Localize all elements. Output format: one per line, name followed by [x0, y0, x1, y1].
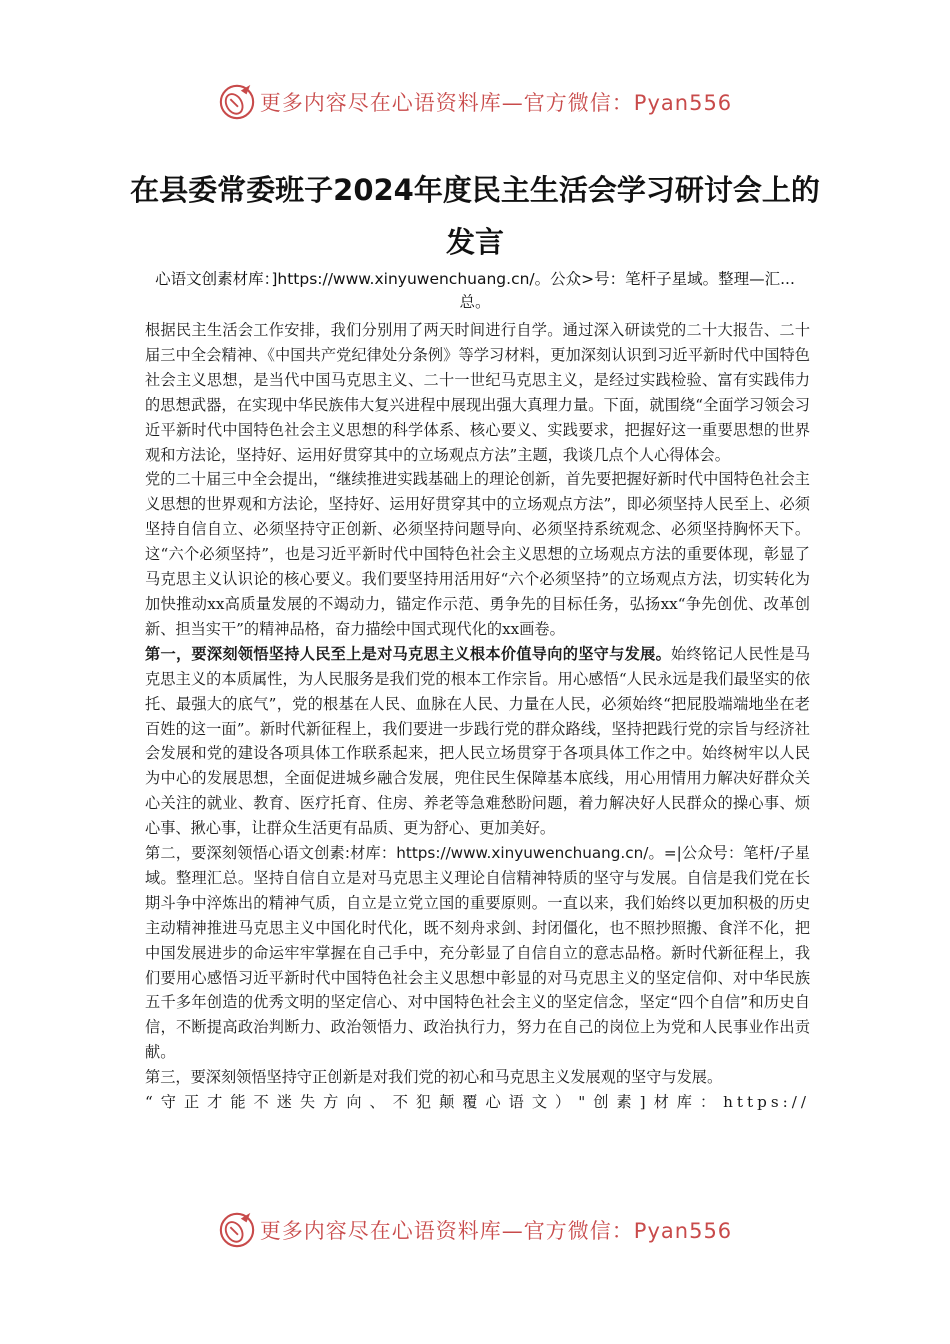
paragraph	[145, 318, 810, 467]
paragraph-text: 党的二十届三中全会提出，“继续推进实践基础上的理论创新，首先要把握好新时代中国特色社会主义思想的世界观和方法论，坚持好、运用好贯穿其中的立场观点方法”，即必须坚持人民至上、必须坚持自信自立、必须坚持守正创新、必须坚持问题导向、必须坚持系统观念、必须坚持胸怀天下。这“六个必须坚持”，也是习近平新时代中国特色社会主义思想的立场观点方法的重要体现，彰显了马克思主义认识论的核心要义。我们要坚持用活用好“六个必须坚持”的立场观点方法，切实转化为加快推动xx高质量发展的不竭动力，锚定作示范、勇争先的目标任务，弘扬xx“争先创优、改革创新、担当实干”的精神品格，奋力描绘中国式现代化的xx画卷。	[145, 470, 810, 638]
footer-banner	[0, 1208, 950, 1252]
paragraph-text: 第三，要深刻领悟坚持守正创新是对我们党的初心和马克思主义发展观的坚守与发展。	[145, 1068, 723, 1087]
paragraph-text: 始终铭记人民性是马克思主义的本质属性，为人民服务是我们党的根本工作宗旨。用心感悟“人民永远是我们最坚实的依托、最强大的底气”，党的根基在人民、血脉在人民、力量在人民，必须始终“把屁股端端地坐在老百姓的这一面”。新时代新征程上，我们要进一步践行党的群众路线，坚持把践行党的宗旨与经济社会发展和党的建设各项具体工作联系起来，把人民立场贯穿于各项具体工作之中。始终树牢以人民为中心的发展思想，全面促进城乡融合发展，兜住民生保障基本底线，用心用情用力解决好群众关心关注的就业、教育、医疗托育、住房、养老等急难愁盼问题，着力解决好人民群众的操心事、烦心事、揪心事，让群众生活更有品质、更为舒心、更加美好。	[145, 644, 811, 838]
paragraph	[145, 841, 810, 1065]
paragraph-lead: 第一，要深刻领悟坚持人民至上是对马克思主义根本价值导向的坚守与发展。	[145, 644, 672, 663]
paragraph-text: 根据民主生活会工作安排，我们分别用了两天时间进行自学。通过深入研读党的二十大报告、二十届三中全会精神、《中国共产党纪律处分条例》等学习材料，更加深刻认识到习近平新时代中国特色社会主义思想，是当代中国马克思主义、二十一世纪马克思主义，是经过实践检验、富有实践伟力的思想武器，在实现中华民族伟大复兴进程中展现出强大真理力量。下面，就围绕“全面学习领会习近平新时代中国特色社会主义思想的科学体系、核心要义、实践要求，把握好这一重要思想的世界观和方法论，坚持好、运用好贯穿其中的立场观点方法”主题，我谈几点个人心得体会。	[145, 321, 810, 464]
banner-text: 更多内容尽在心语资料库—官方微信：Pyan556	[259, 91, 733, 115]
paragraph	[145, 467, 810, 641]
banner-text: 更多内容尽在心语资料库—官方微信：Pyan556	[259, 1219, 733, 1243]
paragraph	[145, 1065, 810, 1090]
page-title: 在县委常委班子2024年度民主生活会学习研讨会上的发言	[130, 173, 820, 260]
source-note: 心语文创素材库：]https://www.xinyuwenchuang.cn/。公众>号：笔杆子星域。整理—汇...总。	[155, 270, 795, 311]
paragraph-text: 第二，要深刻领悟心语文创素:材库：https://www.xinyuwenchuang.cn/。=|公众号：笔杆/子星域。整理汇总。坚持自信自立是对马克思主义理论自信精神特质的坚守与发展。自信是我们党在长期斗争中淬炼出的精神气质，自立是立党立国的重要原则。一直以来，我们始终以更加积极的历史主动精神推进马克思主义中国化时代化，既不刻舟求剑、封闭僵化，也不照抄照搬、食洋不化，把中国发展进步的命运牢牢掌握在自己手中，充分彰显了自信自立的意志品格。新时代新征程上，我们要用心感悟习近平新时代中国特色社会主义思想中彰显的对马克思主义的坚定信仰、对中华民族五千多年创造的优秀文明的坚定信心、对中国特色社会主义的坚定信念，坚定“四个自信”和历史自信，不断提高政治判断力、政治领悟力、政治执行力，努力在自己的岗位上为党和人民事业作出贡献。	[145, 844, 810, 1062]
pen-mouse-logo-icon	[218, 1211, 256, 1249]
paragraph	[145, 642, 810, 841]
pen-mouse-logo-icon	[218, 83, 256, 121]
document-body	[145, 318, 810, 1115]
header-banner	[0, 80, 950, 124]
paragraph	[145, 1090, 810, 1115]
paragraph-text: “守正才能不迷失方向、不犯颠覆心语文）"创素]材库：https://	[145, 1093, 810, 1112]
